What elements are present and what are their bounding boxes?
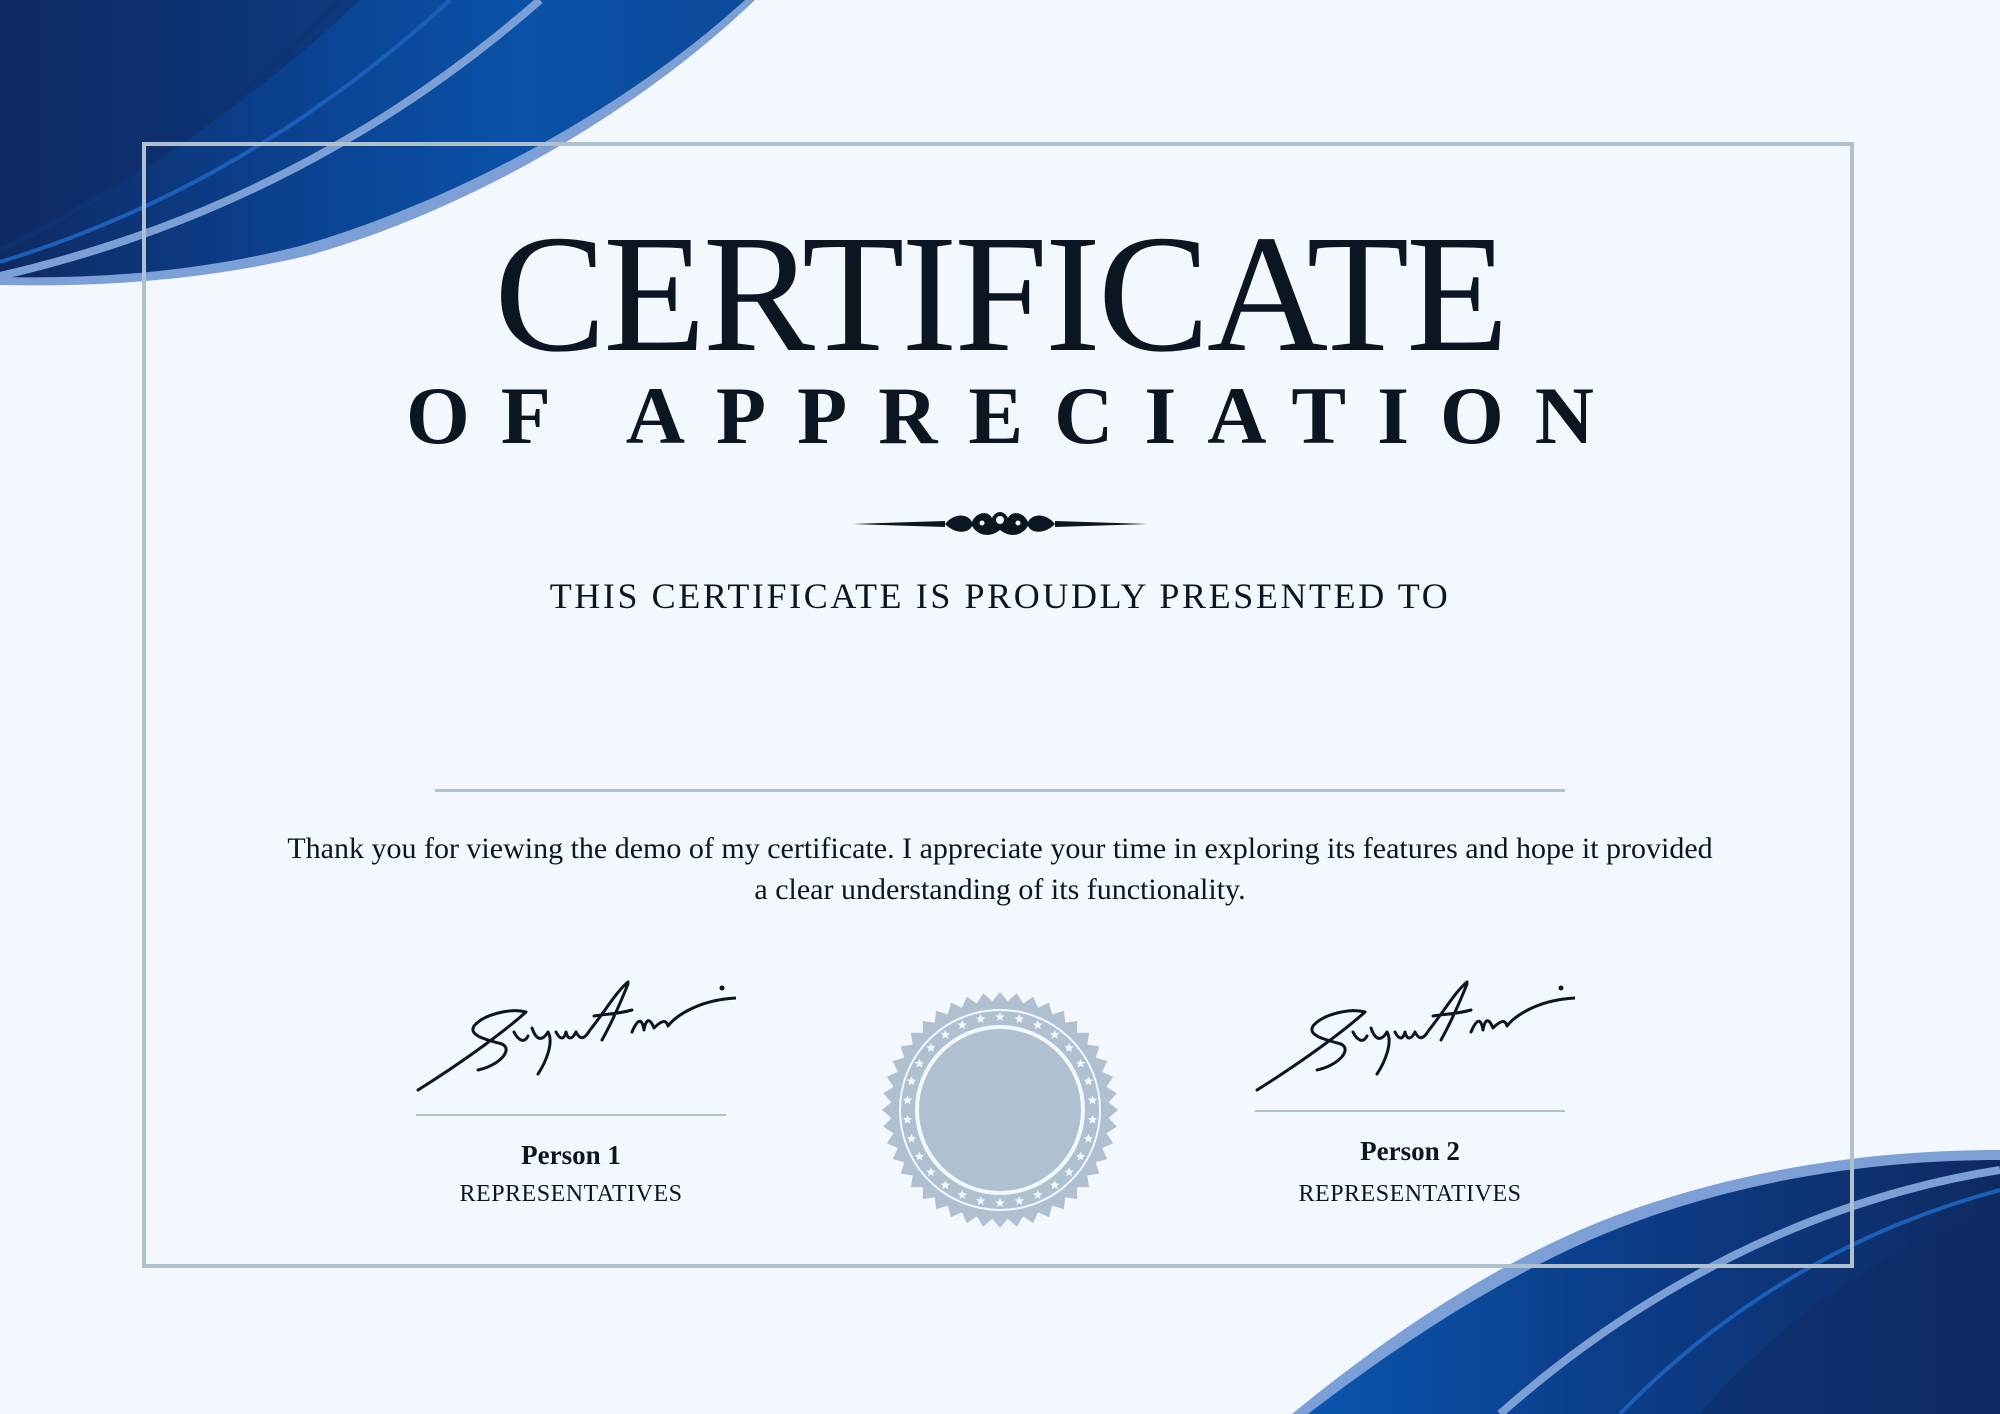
certificate-subtitle: OF APPRECIATION <box>406 370 1625 461</box>
appreciation-message: Thank you for viewing the demo of my certificate. I appreciate your time in exploring its features and hope it provided a clear understanding of its functionality. <box>287 832 1713 906</box>
signature-image <box>1245 970 1575 1095</box>
signatory-name: Person 1 <box>521 1140 621 1170</box>
seal-center <box>919 1029 1081 1191</box>
signatory-role: REPRESENTATIVES <box>459 1181 683 1207</box>
signatory-role: REPRESENTATIVES <box>1298 1181 1522 1207</box>
ornament-divider <box>850 504 1150 544</box>
certificate-title: CERTIFICATE <box>494 201 1506 387</box>
signature-line <box>1255 1110 1565 1112</box>
signature-image <box>406 970 736 1095</box>
recipient-name-line <box>435 789 1565 792</box>
seal-emblem <box>880 990 1120 1230</box>
signature-line <box>416 1114 726 1116</box>
signatory-name: Person 2 <box>1360 1136 1460 1166</box>
presented-to-text: THIS CERTIFICATE IS PROUDLY PRESENTED TO <box>549 576 1451 616</box>
